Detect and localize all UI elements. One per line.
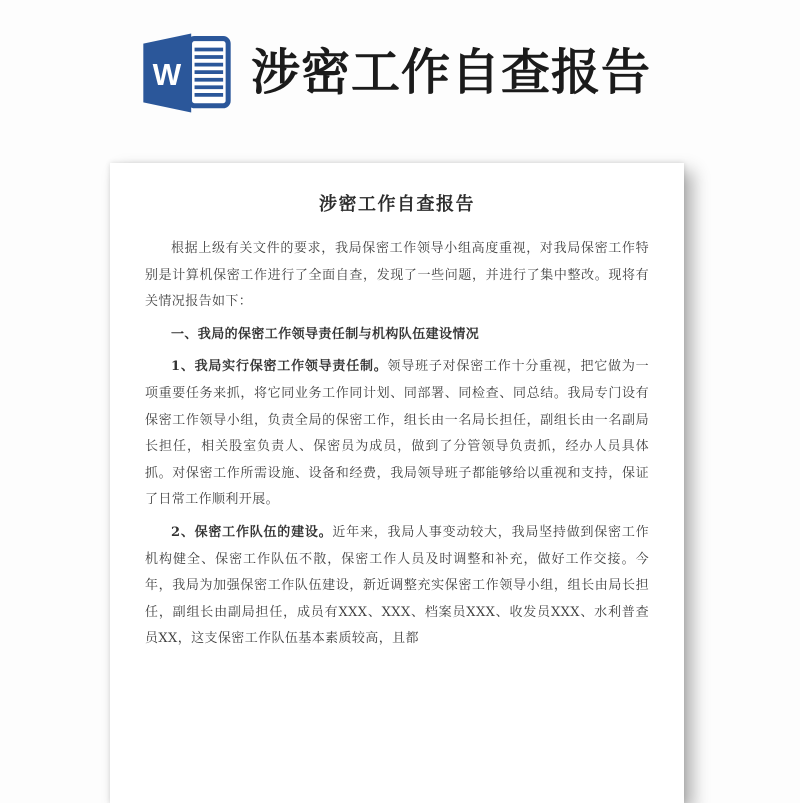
document-section1-heading: 一、我局的保密工作领导责任制与机构队伍建设情况 <box>171 326 480 342</box>
document-paragraph-1 <box>145 354 649 514</box>
document-intro-paragraph: 根据上级有关文件的要求，我局保密工作领导小组高度重视，对我局保密工作特别是计算机保密工作进行了全面自查，发现了一些问题，并进行了集中整改。现将有关情况报告如下： <box>145 241 649 310</box>
document-paragraph-2 <box>145 520 649 653</box>
word-icon-letter: W <box>152 58 182 92</box>
document-paragraph-2-text: 近年来，我局人事变动较大，我局坚持做到保密工作机构健全、保密工作队伍不散，保密工作人员及时调整和补充，做好工作交接。今年，我局为加强保密工作队伍建设，新近调整充实保密工作领导小组，组长由局长担任，副组长由副局担任，成员有XXX、XXX、档案员XXX、收发员XXX、水利普查员XX，这支保密工作队伍基本素质较高，且都 <box>145 524 649 647</box>
document-paragraph-1-lead: 1、我局实行保密工作领导责任制。 <box>171 359 388 375</box>
header <box>0 0 800 145</box>
document-page <box>110 163 684 803</box>
document-paragraph-2-lead: 2、保密工作队伍的建设。 <box>171 524 333 540</box>
document-title: 涉密工作自查报告 <box>319 194 475 215</box>
page-title: 涉密工作自查报告 <box>251 46 652 100</box>
word-icon <box>140 31 234 115</box>
document-paragraph-1-text: 领导班子对保密工作十分重视，把它做为一项重要任务来抓，将它同业务工作同计划、同部署、同检查、同总结。我局专门设有保密工作领导小组，负责全局的保密工作，组长由一名局长担任，副组长由一名副局长担任，相关股室负责人、保密员为成员，做到了分管领导负责抓，经办人员具体抓。对保密工作所需设施、设备和经费，我局领导班子都能够给以重视和支持，保证了日常工作顺利开展。 <box>145 359 649 508</box>
word-icon-sheet-lines <box>195 49 224 94</box>
